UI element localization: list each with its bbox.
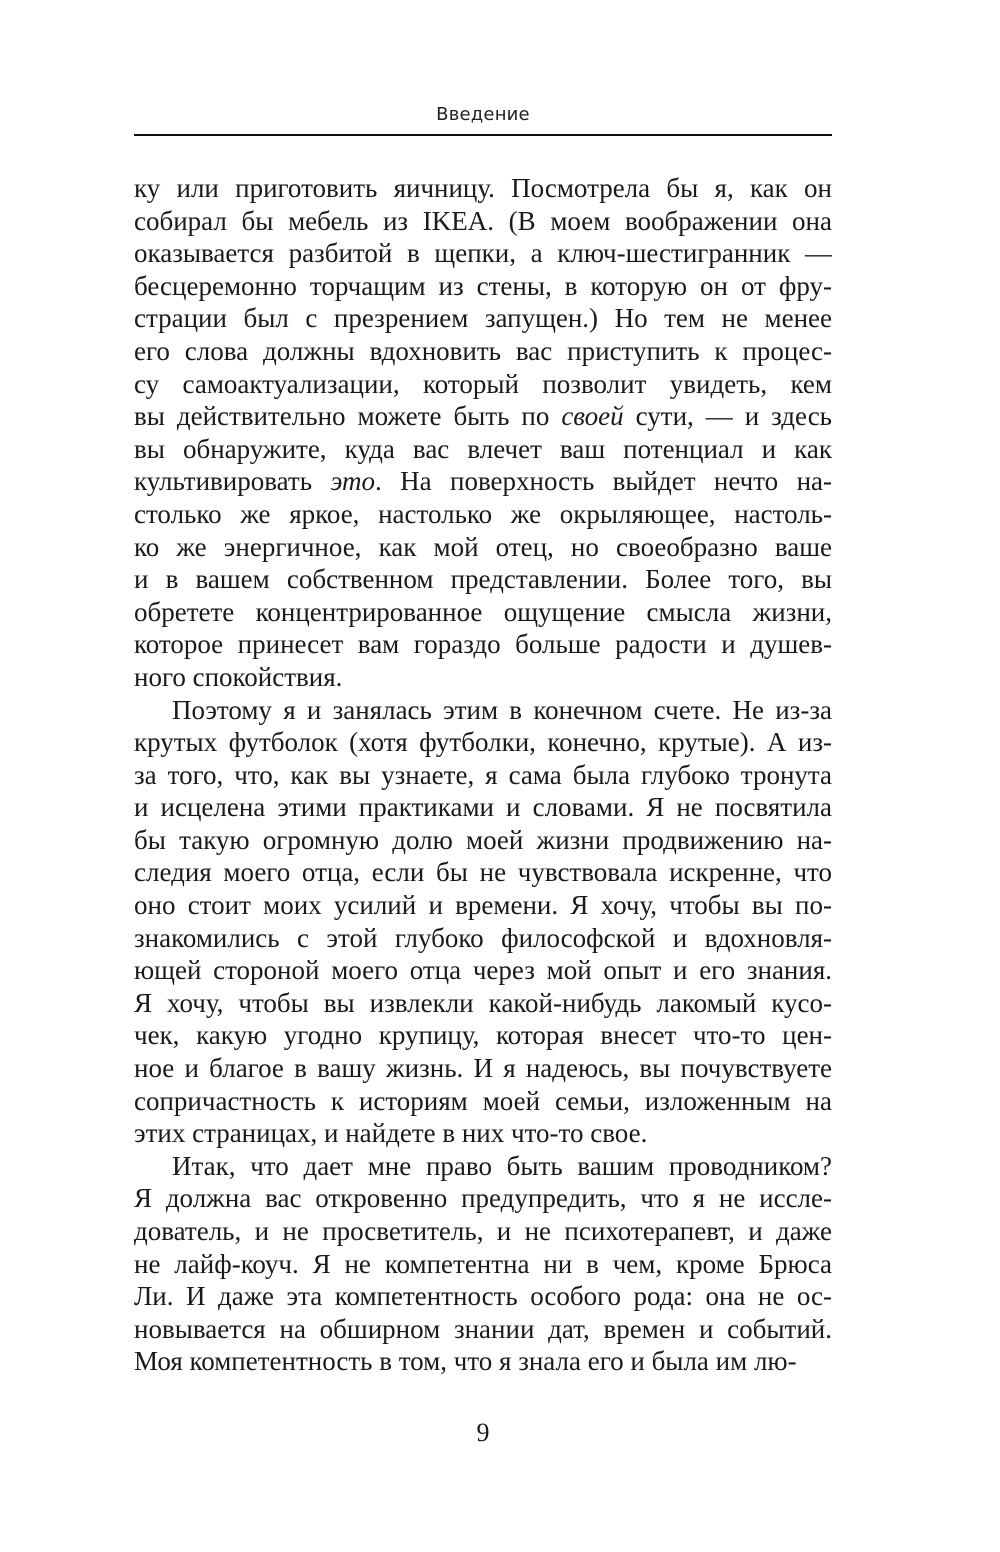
text-line [134,270,832,303]
text-line [134,726,832,759]
text-line [134,1019,832,1052]
body-text [134,172,832,1378]
text-line [134,563,832,596]
italic-word: это [330,466,375,497]
text-line [134,335,832,368]
text-segment: новывается на обширном знании дат, времен и событий. [134,1313,832,1344]
text-line [134,1182,832,1215]
paragraph [134,172,832,694]
text-segment: ко же энергичное, как мой отец, но своеобразно ваше [134,531,832,562]
text-line [134,465,832,498]
text-segment: Я хочу, чтобы вы извлекли какой-нибудь лакомый кусо- [134,987,832,1018]
header-rule [134,134,832,136]
text-segment: и в вашем собственном представлении. Более того, вы [134,564,832,595]
text-segment: Поэтому я и занялась этим в конечном счете. Не из-за [172,694,832,725]
text-segment: оно стоит моих усилий и времени. Я хочу, чтобы вы по- [134,890,832,921]
text-segment: его слова должны вдохновить вас приступить к процес- [134,335,832,366]
text-line [134,172,832,205]
text-line [134,1085,832,1118]
text-line [134,237,832,270]
text-segment: этих страницах, и найдете в них что-то свое. [134,1118,648,1149]
text-segment: бесцеремонно торчащим из стены, в которую он от фру- [134,270,832,301]
text-line [134,205,832,238]
text-line [134,1215,832,1248]
text-segment: су самоактуализации, который позволит увидеть, кем [134,368,832,399]
text-line [134,856,832,889]
text-segment: бы такую огромную долю моей жизни продвижению на- [134,824,832,855]
text-segment: которое принесет вам гораздо больше радости и душев- [134,629,832,660]
text-segment: и исцелена этими практиками и словами. Я не посвятила [134,792,832,823]
text-line [134,1150,832,1183]
text-segment: собирал бы мебель из IKEA. (В моем воображении она [134,205,832,236]
page-number: 9 [476,1418,490,1447]
text-segment: сопричастность к историям моей семьи, изложенным на [134,1085,832,1116]
paragraph [134,694,832,1150]
text-segment: столько же яркое, настолько же окрыляющее, настоль- [134,498,832,529]
text-line [134,1280,832,1313]
text-line [134,954,832,987]
text-line [134,824,832,857]
text-line [134,433,832,466]
text-line [134,694,832,727]
text-line [134,531,832,564]
text-segment: страции был с презрением запущен.) Но тем не менее [134,303,832,334]
text-segment: Моя компетентность в том, что я знала его и была им лю- [134,1346,797,1377]
text-segment: вы обнаружите, куда вас влечет ваш потенциал и как [134,433,832,464]
text-segment: крутых футболок (хотя футболки, конечно, крутые). А из- [134,727,832,758]
text-segment: Ли. И даже эта компетентность особого рода: она не ос- [134,1281,832,1312]
text-segment: Я должна вас откровенно предупредить, что я не иссле- [134,1183,832,1214]
text-line [134,889,832,922]
paragraph [134,1150,832,1378]
text-segment: . На поверхность выйдет нечто на- [375,466,832,497]
text-segment: дователь, и не просветитель, и не психотерапевт, и даже [134,1216,832,1246]
text-line [134,368,832,401]
text-segment: знакомились с этой глубоко философской и вдохновля- [134,922,832,953]
text-line [134,400,832,433]
text-line [134,1248,832,1281]
text-segment: следия моего отца, если бы не чувствовала искренне, что [134,857,832,888]
text-line [134,922,832,955]
text-line [134,1117,832,1150]
text-segment: за того, что, как вы узнаете, я сама была глубоко тронута [134,759,832,790]
text-segment: ку или приготовить яичницу. Посмотрела бы я, как он [134,173,832,203]
text-segment: обретете концентрированное ощущение смысла жизни, [134,596,832,627]
text-line [134,628,832,661]
text-line [134,1345,832,1378]
text-line [134,791,832,824]
text-segment: оказывается разбитой в щепки, а ключ-шестигранник — [134,238,832,269]
text-segment: Итак, что дает мне право быть вашим проводником? [172,1150,832,1181]
text-segment: не лайф-коуч. Я не компетентна ни в чем, кроме Брюса [134,1248,832,1279]
text-line [134,1313,832,1346]
text-line [134,302,832,335]
running-header: Введение [436,104,530,125]
text-line [134,1052,832,1085]
italic-word: своей [561,401,624,432]
text-line [134,661,832,694]
text-line [134,596,832,629]
text-line [134,987,832,1020]
text-segment: культивировать [134,466,331,497]
text-segment: ное и благое в вашу жизнь. И я надеюсь, вы почувствуете [134,1053,832,1084]
text-line [134,759,832,792]
text-segment: ного спокойствия. [134,661,343,692]
text-segment: вы действительно можете быть по [134,401,562,432]
text-line [134,498,832,531]
text-segment: сути, — и здесь [623,401,832,432]
text-segment: чек, какую угодно крупицу, которая внесет что-то цен- [134,1020,832,1051]
text-segment: ющей стороной моего отца через мой опыт и его знания. [134,955,832,986]
